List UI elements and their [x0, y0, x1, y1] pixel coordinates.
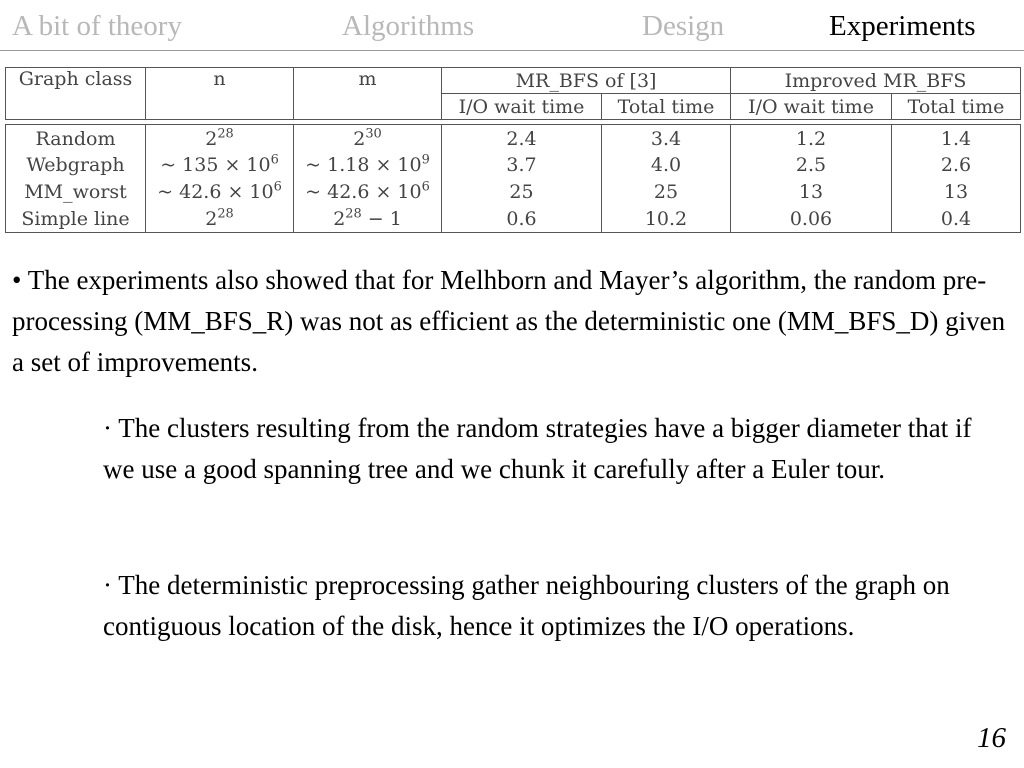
table-row	[6, 206, 1021, 233]
cell-imp-io: 1.2	[731, 125, 892, 152]
cell-mr-io: 25	[442, 179, 602, 206]
cell-imp-total: 1.4	[892, 125, 1021, 152]
cell-mr-io: 2.4	[442, 125, 602, 152]
cell-mr-io: 3.7	[442, 152, 602, 179]
nav-item-experiments[interactable]: Experiments	[829, 10, 976, 42]
cell-mr-total: 10.2	[602, 206, 731, 233]
cell-mr-total: 3.4	[602, 125, 731, 152]
cell-graph-class: Simple line	[6, 206, 146, 233]
cell-mr-total: 25	[602, 179, 731, 206]
cell-graph-class: MM_worst	[6, 179, 146, 206]
cell-m: $2^{28} - 1$	[294, 206, 442, 233]
table-row	[6, 152, 1021, 179]
header-improved-mr-bfs: Improved MR_BFS	[731, 68, 1021, 94]
cell-n: ~ $42.6 \times 10^6$	[146, 179, 294, 206]
sub-bullet-clusters: · The clusters resulting from the random strategies have a bigger diameter that if we use a good spanning tree and we chunk it carefully after a Euler tour.	[103, 413, 972, 484]
header-mr-total: Total time	[602, 94, 731, 120]
header-graph-class: Graph class	[6, 68, 146, 120]
cell-imp-io: 13	[731, 179, 892, 206]
header-imp-total: Total time	[892, 94, 1021, 120]
nav-divider	[0, 50, 1024, 51]
header-mr-bfs: MR_BFS of [3]	[442, 68, 731, 94]
cell-graph-class: Random	[6, 125, 146, 152]
cell-n: ~ $135 \times 10^6$	[146, 152, 294, 179]
nav-item-theory[interactable]: A bit of theory	[12, 10, 182, 42]
cell-m: ~ $42.6 \times 10^6$	[294, 179, 442, 206]
cell-mr-io: 0.6	[442, 206, 602, 233]
cell-m: $2^{30}$	[294, 125, 442, 152]
table-row	[6, 179, 1021, 206]
cell-imp-total: 13	[892, 179, 1021, 206]
cell-imp-io: 2.5	[731, 152, 892, 179]
cell-graph-class: Webgraph	[6, 152, 146, 179]
header-mr-io-wait: I/O wait time	[442, 94, 602, 120]
results-table-body	[5, 124, 1021, 233]
cell-m: ~ $1.18 \times 10^9$	[294, 152, 442, 179]
cell-imp-total: 2.6	[892, 152, 1021, 179]
cell-imp-io: 0.06	[731, 206, 892, 233]
nav-item-design[interactable]: Design	[642, 10, 725, 42]
section-nav	[0, 0, 1024, 52]
header-m: m	[294, 68, 442, 120]
nav-item-algorithms[interactable]: Algorithms	[342, 10, 475, 42]
table-row	[6, 125, 1021, 152]
cell-mr-total: 4.0	[602, 152, 731, 179]
page-number: 16	[977, 722, 1006, 754]
main-bullet: • The experiments also showed that for Melhborn and Mayer’s algorithm, the random pre-processing (MM_BFS_R) was not as efficient as the deterministic one (MM_BFS_D) given a set of improvements.	[12, 265, 1006, 377]
cell-n: $2^{28}$	[146, 125, 294, 152]
header-imp-io-wait: I/O wait time	[731, 94, 892, 120]
header-n: n	[146, 68, 294, 120]
sub-bullet-deterministic: · The deterministic preprocessing gather neighbouring clusters of the graph on contiguous location of the disk, hence it optimizes the I/O operations.	[103, 570, 950, 641]
cell-n: $2^{28}$	[146, 206, 294, 233]
cell-imp-total: 0.4	[892, 206, 1021, 233]
results-table-header	[5, 67, 1021, 120]
